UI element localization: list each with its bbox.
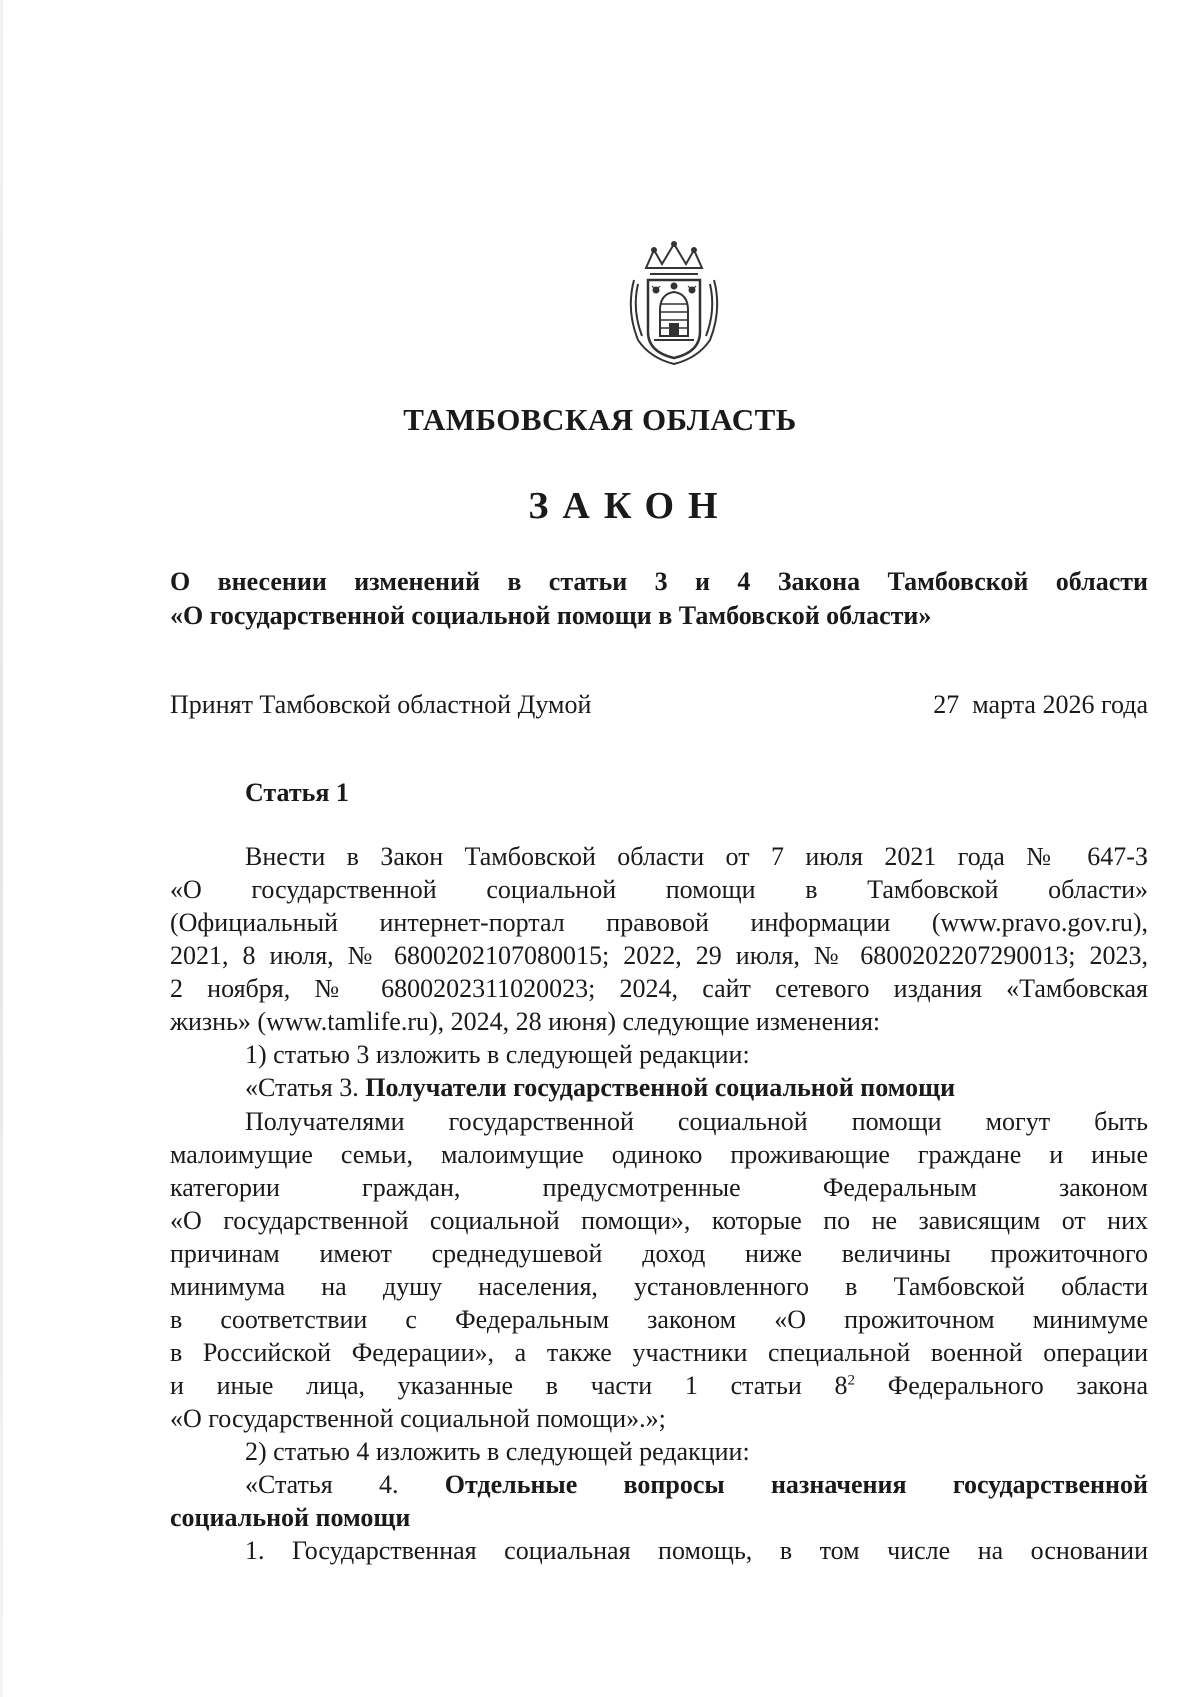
law-title-line-1: О внесении изменений в статьи 3 и 4 Закона Тамбовской области [170, 567, 1148, 596]
scan-edge [0, 0, 3, 1697]
article-1-body [170, 840, 1148, 1104]
article-3-title: Получатели государственной социальной помощи [365, 1073, 956, 1102]
law-title [170, 565, 1148, 633]
text-line: Внести в Закон Тамбовской области от 7 июля 2021 года № 647-З [245, 842, 1148, 871]
article-1-heading: Статья 1 [245, 778, 349, 807]
sup-before: и иные лица, указанные в части 1 статьи 8 [170, 1371, 848, 1400]
adopted-by: Принят Тамбовской областной Думой [170, 690, 592, 719]
text-line: жизнь» (www.tamlife.ru), 2024, 28 июня) следующие изменения: [170, 1007, 881, 1036]
article-4-title-line-1: Отдельные вопросы назначения государственной [444, 1470, 1148, 1499]
adoption-line [170, 690, 1148, 720]
document-type: ЗАКОН [528, 485, 732, 527]
text-line: (Официальный интернет-портал правовой информации (www.pravo.gov.ru), [170, 908, 1148, 937]
article-4-title-line-2: социальной помощи [170, 1503, 411, 1532]
item-2: 2) статью 4 изложить в следующей редакции: [245, 1437, 750, 1466]
adoption-date: 27 марта 2026 года [933, 690, 1148, 719]
text-line: в соответствии с Федеральным законом «О прожиточном минимуме [170, 1305, 1148, 1334]
text-line: Получателями государственной социальной помощи могут быть [245, 1107, 1148, 1136]
text-line: причинам имеют среднедушевой доход ниже величины прожиточного [170, 1239, 1148, 1268]
text-line: «О государственной социальной помощи», которые по не зависящим от них [170, 1206, 1148, 1235]
article-4-paragraph-1: 1. Государственная социальная помощь, в том числе на основании [245, 1536, 1148, 1565]
superscript: 2 [847, 1372, 855, 1389]
text-line: 2021, 8 июля, № 6800202107080015; 2022, 29 июля, № 6800202207290013; 2023, [170, 941, 1148, 970]
article-3-heading [170, 1071, 1148, 1104]
coat-of-arms-icon [624, 240, 724, 368]
region-name: ТАМБОВСКАЯ ОБЛАСТЬ [403, 402, 797, 437]
item-1: 1) статью 3 изложить в следующей редакции: [245, 1040, 750, 1069]
article-3-prefix: «Статья 3. [245, 1073, 366, 1102]
text-line: «О государственной социальной помощи».»; [170, 1404, 666, 1433]
article-4-prefix: «Статья 4. [245, 1470, 445, 1499]
article-4-heading [170, 1468, 1148, 1501]
article-3-body [170, 1105, 1148, 1567]
sup-after: Федерального закона [855, 1371, 1148, 1400]
text-line: минимума на душу населения, установленного в Тамбовской области [170, 1272, 1148, 1301]
text-line: категории граждан, предусмотренные Федеральным законом [170, 1173, 1148, 1202]
text-line-with-superscript [170, 1369, 1148, 1402]
law-title-line-2: «О государственной социальной помощи в Тамбовской области» [170, 601, 932, 630]
text-line: 2 ноября, № 6800202311020023; 2024, сайт сетевого издания «Тамбовская [170, 974, 1148, 1003]
text-line: в Российской Федерации», а также участники специальной военной операции [170, 1338, 1148, 1367]
text-line: «О государственной социальной помощи в Тамбовской области» [170, 875, 1148, 904]
text-line: малоимущие семьи, малоимущие одиноко проживающие граждане и иные [170, 1140, 1148, 1169]
